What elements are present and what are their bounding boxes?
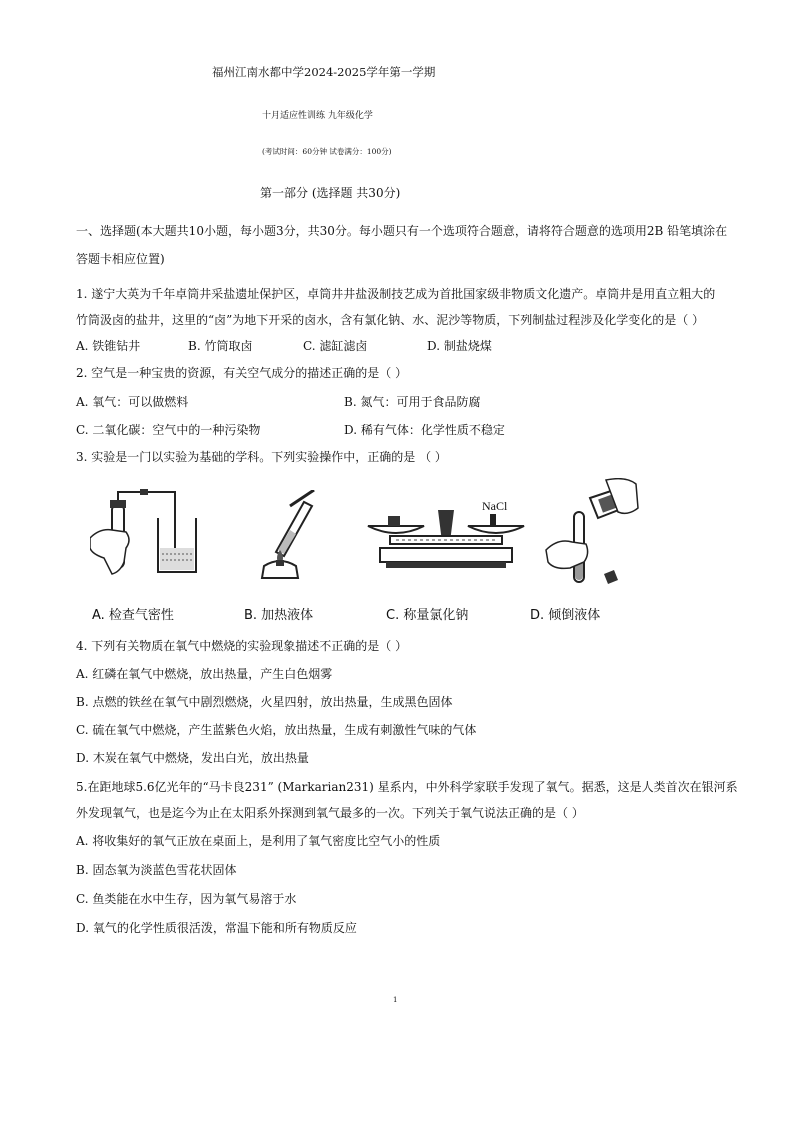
figure-b-heating-liquid <box>246 490 336 580</box>
q4-option-d: D. 木炭在氧气中燃烧，发出白光，放出热量 <box>76 751 309 765</box>
q1-stem-line2: 竹筒汲卤的盐井，这里的“卤”为地下开采的卤水，含有氯化钠、水、泥沙等物质，下列制盐过程涉及化学变化的是（ ） <box>76 313 705 327</box>
part-title: 第一部分 (选择题 共30分) <box>260 186 401 200</box>
figure-a-airtightness-check <box>90 488 205 580</box>
q2-option-c: C. 二氧化碳：空气中的一种污染物 <box>76 423 261 437</box>
q4-option-c: C. 硫在氧气中燃烧，产生蓝紫色火焰，放出热量，生成有刺激性气味的气体 <box>76 723 477 737</box>
q1-option-d: D. 制盐烧煤 <box>427 339 492 353</box>
q4-option-b: B. 点燃的铁丝在氧气中剧烈燃烧，火星四射，放出热量，生成黑色固体 <box>76 695 453 709</box>
q5-option-c: C. 鱼类能在水中生存，因为氧气易溶于水 <box>76 892 297 906</box>
q4-stem: 4. 下列有关物质在氧气中燃烧的实验现象描述不正确的是（ ） <box>76 639 408 653</box>
q2-option-a: A. 氧气：可以做燃料 <box>76 395 189 409</box>
nacl-label: NaCl <box>482 499 508 513</box>
q5-option-b: B. 固态氧为淡蓝色雪花状固体 <box>76 863 237 877</box>
q1-option-a: A. 铁锥钻井 <box>76 339 141 353</box>
section-instruction-line1: 一、选择题(本大题共10小题，每小题3分，共30分。每小题只有一个选项符合题意，请将符合题意的选项用2B 铅笔填涂在 <box>76 224 728 238</box>
q5-stem-line2: 外发现氧气，也是迄今为止在太阳系外探测到氧气最多的一次。下列关于氧气说法正确的是（ ） <box>76 806 584 820</box>
q3-caption-d: D. 倾倒液体 <box>530 608 601 623</box>
q3-caption-a: A. 检查气密性 <box>92 608 174 623</box>
q2-option-d: D. 稀有气体：化学性质不稳定 <box>344 423 505 437</box>
document-subtitle: 十月适应性训练 九年级化学 <box>262 111 373 121</box>
q1-stem-line1: 1. 遂宁大英为千年卓筒井采盐遗址保护区，卓筒井井盐汲制技艺成为首批国家级非物质文化遗产。卓筒井是用直立粗大的 <box>76 287 716 301</box>
page-number: 1 <box>393 996 398 1004</box>
q5-option-a: A. 将收集好的氧气正放在桌面上，是利用了氧气密度比空气小的性质 <box>76 834 441 848</box>
q3-caption-c: C. 称量氯化钠 <box>386 608 469 623</box>
figure-d-pouring-liquid <box>540 478 640 588</box>
q2-stem: 2. 空气是一种宝贵的资源，有关空气成分的描述正确的是（ ） <box>76 366 408 380</box>
q5-stem-line1: 5.在距地球5.6亿光年的“马卡良231” (Markarian231) 星系内，中外科学家联手发现了氧气。据悉，这是人类首次在银河系 <box>76 780 738 794</box>
figure-c-weighing-nacl <box>366 490 526 578</box>
q1-option-b: B. 竹筒取卤 <box>188 339 253 353</box>
document-title: 福州江南水都中学2024-2025学年第一学期 <box>212 65 436 79</box>
section-instruction-line2: 答题卡相应位置) <box>76 252 165 266</box>
q4-option-a: A. 红磷在氧气中燃烧，放出热量，产生白色烟雾 <box>76 667 333 681</box>
q5-option-d: D. 氧气的化学性质很活泼，常温下能和所有物质反应 <box>76 921 357 935</box>
q3-stem: 3. 实验是一门以实验为基础的学科。下列实验操作中，正确的是 （ ） <box>76 450 447 464</box>
q3-caption-b: B. 加热液体 <box>244 608 314 623</box>
q1-option-c: C. 滤缸滤卤 <box>303 339 368 353</box>
q2-option-b: B. 氮气：可用于食品防腐 <box>344 395 481 409</box>
exam-info: (考试时间：60分钟 试卷满分：100分) <box>262 147 392 156</box>
